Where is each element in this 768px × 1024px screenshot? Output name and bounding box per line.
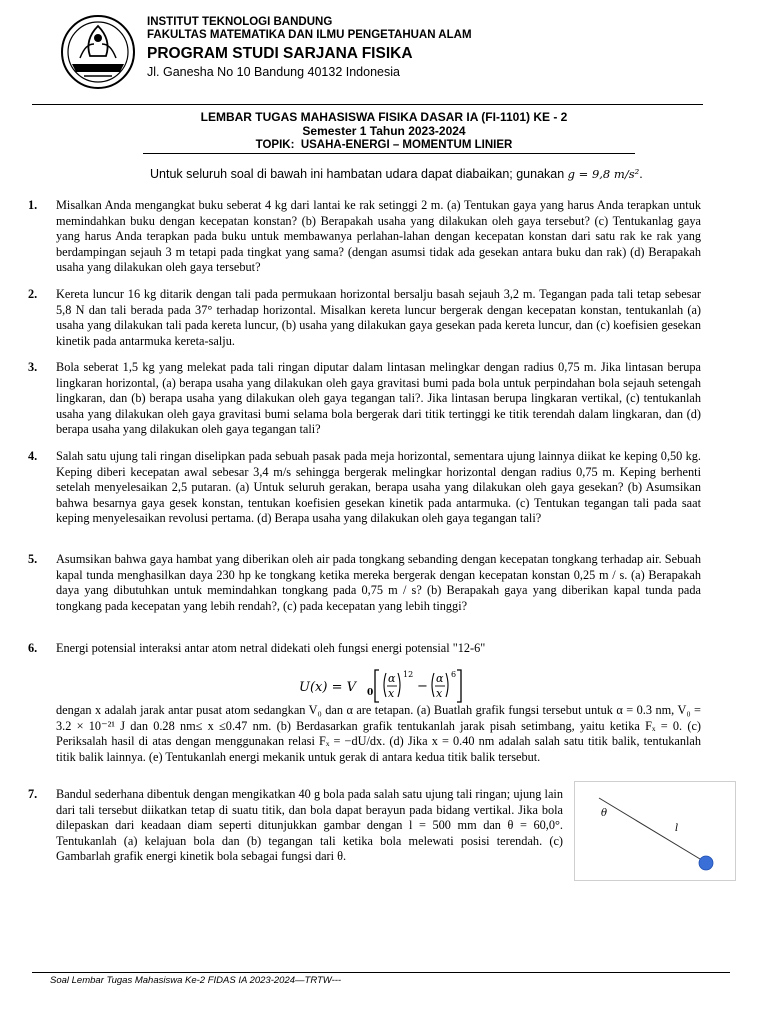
- intro-text: Untuk seluruh soal di bawah ini hambatan udara dapat diabaikan; gunakan g = 9,8 m/s².: [150, 167, 643, 181]
- pendulum-string: [599, 798, 705, 862]
- question-6-continued: dengan x adalah jarak antar pusat atom sedangkan V₀ dan α are tetapan. (a) Buatlah grafik fungsi tersebut untuk α = 0.3 nm, V₀ = 3.2 × 10⁻²¹ J dan 0.28 nm≤ x ≤0.47 nm. (b) Berdasarkan grafik tentukanlah jarak pisah setimbang, yaitu ketika Fₓ = 0. (c) Periksalah hasil di atas dengan menggunakan relasi Fₓ = −dU/dx. (d) Jika x = 0.40 nm adalah salah satu titik balik, tentukanlah titik balik lainnya. (e) Tentukanlah energi mekanik untuk gerak di antara kedua titik balik tersebut.: [56, 703, 701, 764]
- question-7: 7. Bandul sederhana dibentuk dengan mengikatkan 40 g bola pada salah satu ujung tali ringan; ujung lain dari tali tersebut diikatkan tetap di suatu titik, dan bola dapat berayun pada bidang vertikal. Jika bola dilepaskan dari keadaan diam seperti ditunjukkan gambar dengan l = 500 mm dan θ = 60,0°. Tentukanlah (a) kelajuan bola dan (b) tegangan tali ketika bola melewati posisi terendah. (c) Gambarlah grafik energi kinetik bola sebagai fungsi dari θ.: [28, 787, 563, 864]
- topic-line: [0, 138, 768, 152]
- svg-text:12: 12: [403, 670, 414, 679]
- title-line2: Semester 1 Tahun 2023-2024: [302, 124, 466, 138]
- question-1: 1. Misalkan Anda mengangkat buku seberat 4 kg dari lantai ke rak setinggi 2 m. (a) Tentukan gaya yang harus Anda terapkan untuk memindahkan buku dengan kecepatan konstan? (b) Berapakah usaha yang dilakukan oleh gaya tersebut? (c) Tentukanlag gaya yang harus Anda terapkan pada buku untuk membawanya perlahan-lahan dengan kecepatan konstan dari satu rak ke rak yang berdampingan sejauh 3 m tetapi pada tingkat yang sama? (dengan asumsi tidak ada gesekan antara buku dan rak) (d) Berapakah usaha yang dilakukan oleh gaya tersebut?: [28, 198, 701, 275]
- svg-text:x: x: [436, 687, 443, 700]
- theta-label: θ: [601, 808, 608, 819]
- svg-text:x: x: [388, 687, 395, 700]
- svg-text:α: α: [388, 672, 396, 685]
- footer-text: Soal Lembar Tugas Mahasiswa Ke-2 FIDAS IA 2023-2024—TRTW---: [50, 975, 342, 986]
- faculty-name: FAKULTAS MATEMATIKA DAN ILMU PENGETAHUAN ALAM: [147, 29, 472, 41]
- question-6: 6. Energi potensial interaksi antar atom netral didekati oleh fungsi energi potensial "12-6": [28, 641, 486, 655]
- question-3: 3. Bola seberat 1,5 kg yang melekat pada tali ringan diputar dalam lintasan melingkar dengan radius 0,75 m. Jika lintasan berupa lingkaran horizontal, (a) berapa usaha yang dilakukan oleh gaya gravitasi bumi pada bola untuk perpindahan bola sejauh setengah lingkaran, dan (b) berapa usaha yang dilakukan oleh gaya tegangan tali?. Jika lintasan berupa lingkaran vertikal, (c) tentukanlah usaha yang dilakukan oleh gaya gravitasi bumi selama bola bergerak dari titik tertinggi ke titik terendah dalam lingkaran, dan (d) berapa usaha yang dilakukan oleh gaya tegangan tali?: [28, 360, 701, 437]
- institute-name: INSTITUT TEKNOLOGI BANDUNG: [147, 16, 333, 28]
- topic: USAHA-ENERGI – MOMENTUM LINIER: [300, 139, 513, 151]
- header-divider: [32, 104, 703, 105]
- title-divider: [143, 153, 635, 154]
- question-2: 2. Kereta luncur 16 kg ditarik dengan tali pada permukaan horizontal bersalju basah sejauh 3,2 m. Tegangan pada tali tetap sebesar 5,8 N dan tali berada pada 37° terhadap horizontal. Misalkan kereta luncur bergerak dengan kecepatan konstan, tentukanlah (a) usaha yang dilakukan tali pada kereta luncur, (b) usaha yang dilakukan gaya gesekan pada kereta luncur, dan (c) koefisien gesekan kinetik pada antarmuka kereta-salju.: [28, 287, 701, 348]
- footer-divider: [32, 972, 730, 973]
- program-name: PROGRAM STUDI SARJANA FISIKA: [147, 45, 413, 62]
- equation-lhs: U(x) = V: [299, 680, 356, 695]
- question-4: 4. Salah satu ujung tali ringan diselipkan pada sebuah pasak pada meja horizontal, sementara ujung lainnya diikat ke keping 0,50 kg. Keping diberi kecepatan awal sebesar 3,4 m/s sehingga bergerak melingkar horizontal dengan radius 0,75 m. Keping berhenti setelah menyelesaikan 2,5 putaran. (a) Untuk seluruh gerakan, berapa usaha yang dilakukan oleh gaya gesekan? (b) Asumsikan bahwa besarnya gaya gesek konstan, tentukan koefisien gesekan kinetik pada antarmuka. (c) Tentukan tegangan tali pada saat keping menyelesaikan revolusi pertama. (d) Berapa usaha yang dilakukan oleh gaya tegangan tali?: [28, 449, 701, 526]
- itb-logo-icon: [60, 14, 136, 90]
- institution-header: [147, 16, 472, 80]
- topic-label: TOPIK:: [255, 139, 301, 151]
- address: Jl. Ganesha No 10 Bandung 40132 Indonesia: [147, 65, 400, 79]
- title-line1: LEMBAR TUGAS MAHASISWA FISIKA DASAR IA (FI-1101) KE - 2: [200, 110, 568, 124]
- question-5: 5. Asumsikan bahwa gaya hambat yang diberikan oleh air pada tongkang sebanding dengan kecepatan tongkang terhadap air. Sebuah kapal tunda menghasilkan daya 230 hp ke tongkang ketika mereka bergerak dengan kecepatan konstan 0,25 m / s. (a) Berapakah daya yang dibutuhkan untuk memindahkan tongkang pada 0,75 m / s? (b) Berapakah gaya yang diberikan kapal tunda pada tongkang pada kecepatan yang lebih rendah?, (c) pada kecepatan yang lebih tinggi?: [28, 552, 701, 613]
- equation-subscript: 0: [367, 688, 374, 698]
- length-label: l: [675, 823, 679, 834]
- pendulum-ball: [699, 856, 713, 870]
- svg-text:−: −: [417, 679, 428, 694]
- svg-text:α: α: [436, 672, 444, 685]
- svg-text:6: 6: [451, 670, 457, 679]
- gravity-formula: g = 9,8 m/s²: [567, 167, 640, 181]
- pendulum-figure: [574, 781, 736, 881]
- assignment-title: [0, 110, 768, 152]
